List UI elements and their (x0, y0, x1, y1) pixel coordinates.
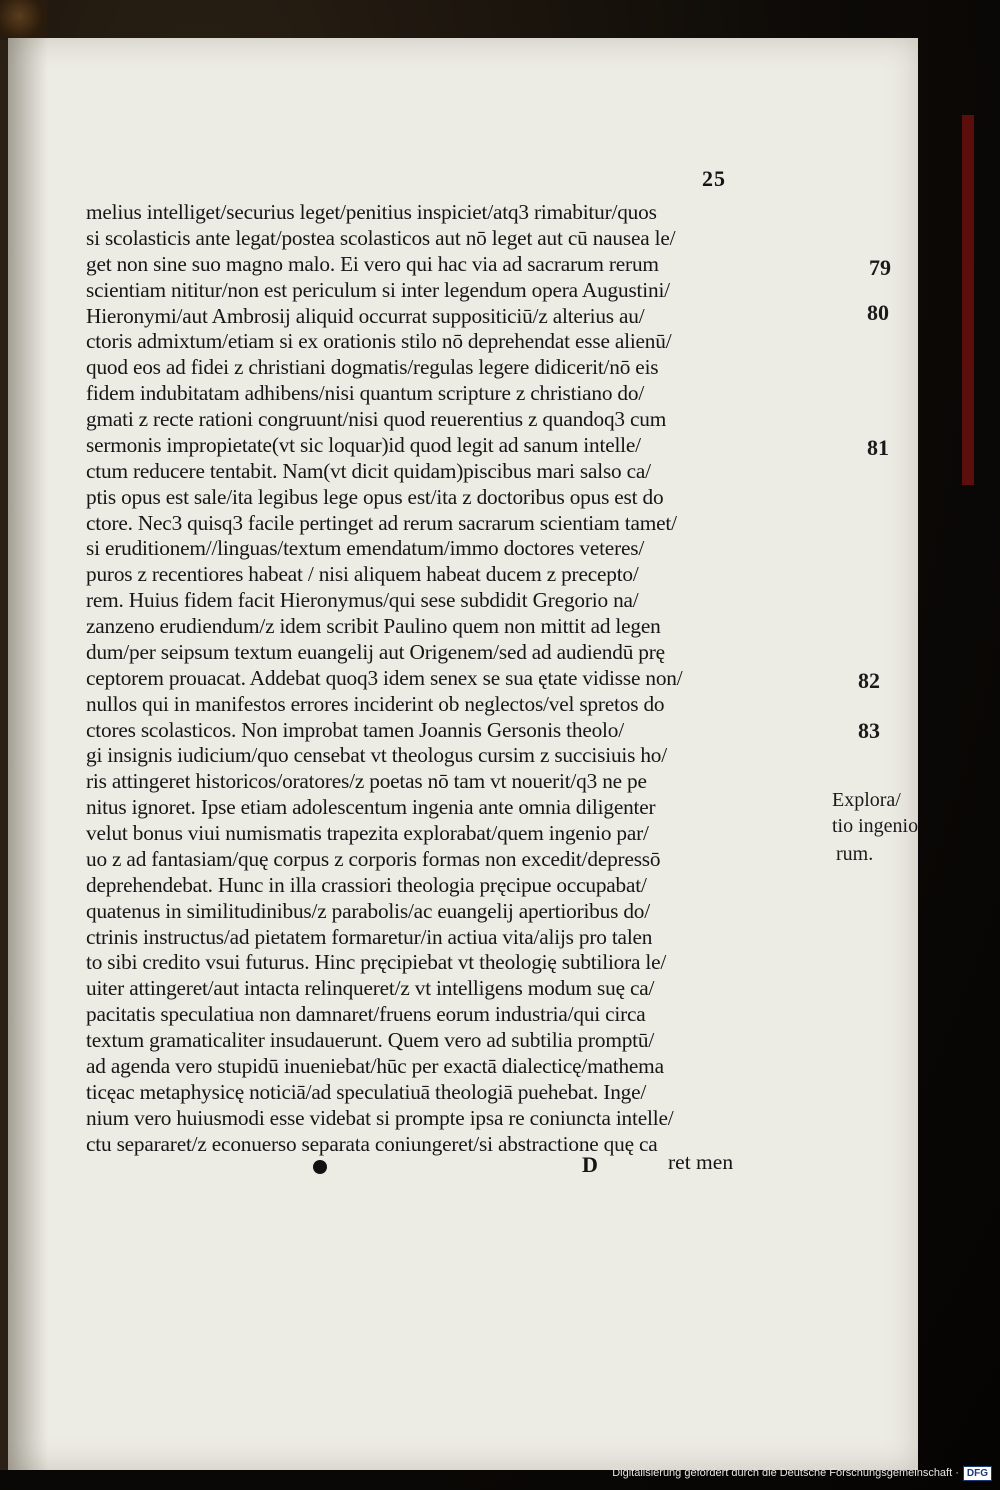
text-line: ctu separaret/z econuerso separata coniungeret/si abstractione quę ca (86, 1131, 658, 1156)
text-line: gmati z recte rationi congruunt/nisi quod reuerentius z quandoq3 cum (86, 407, 667, 431)
text-line: melius intelliget/securius leget/penitius inspiciet/atq3 rimabitur/quos (86, 200, 657, 224)
text-line: dum/per seipsum textum euangelij aut Origenem/sed ad audiendū prę (86, 639, 665, 664)
margin-note-line-3: rum. (836, 843, 874, 865)
text-line: ticęac metaphysicę noticiā/ad speculatiuā theologiā puehebat. Inge/ (86, 1079, 647, 1104)
margin-number-79: 79 (869, 255, 891, 280)
text-line: ctores scolasticos. Non improbat tamen Joannis Gersonis theolo/ (86, 717, 624, 742)
text-line: scientiam nititur/non est periculum si inter legendum opera Augustini/ (86, 277, 670, 302)
catchword: ret men (668, 1150, 734, 1174)
text-line: ptis opus est sale/ita legibus lege opus est/ita z doctoribus opus est do (86, 484, 664, 509)
text-line: quod eos ad fidei z christiani dogmatis/regulas legere didicerit/nō eis (86, 355, 659, 380)
spine-shadow (8, 38, 48, 1470)
text-lines (86, 200, 768, 1157)
margin-note-line-2: tio ingenio (832, 815, 919, 837)
text-line: ad agenda vero stupidū inueniebat/hūc per exactā dialecticę/mathema (86, 1053, 664, 1078)
text-line: ris attingeret historicos/oratores/z poetas nō tam vt nouerit/q3 ne pe (86, 769, 647, 794)
text-line: to sibi credito vsui futurus. Hinc pręcipiebat vt theologię subtiliora le/ (86, 950, 667, 975)
text-line: ctoris admixtum/etiam si ex orationis stilo nō deprehendat esse alienū/ (86, 329, 672, 354)
page-footer (8, 1148, 918, 1188)
text-line: ctum reducere tentabit. Nam(vt dicit quidam)piscibus mari salso ca/ (86, 458, 651, 483)
text-line: textum gramaticaliter insudauerunt. Quem vero ad subtilia promptū/ (86, 1028, 655, 1052)
text-line: uiter attingeret/aut intacta relinqueret/z vt intelligens modum suę ca/ (86, 976, 655, 1001)
binding-corner (0, 0, 48, 40)
text-line: fidem indubitatam adhibens/nisi quantum scripture z christiano do/ (86, 381, 645, 406)
main-text-block (86, 200, 919, 1157)
text-line: uo z ad fantasiam/quę corpus z corporis formas non excedit/depressō (86, 846, 661, 871)
margin-number-82: 82 (858, 668, 880, 693)
margin-number-80: 80 (867, 300, 889, 325)
dfg-logo: DFG (963, 1466, 992, 1481)
text-line: rem. Huius fidem facit Hieronymus/qui sese subdidit Gregorio na/ (86, 588, 639, 613)
margin-number-81: 81 (867, 435, 889, 460)
text-line: Hieronymi/aut Ambrosij aliquid occurrat suppositiciū/z alterius au/ (86, 303, 645, 328)
text-line: zanzeno erudiendum/z idem scribit Paulino quem non mittit ad legen (86, 614, 661, 638)
text-line: si scolasticis ante legat/postea scolasticos aut nō leget aut cū nausea le/ (86, 225, 676, 250)
text-line: deprehendebat. Hunc in illa crassiori theologia pręcipue occupabat/ (86, 872, 647, 897)
text-line: puros z recentiores habeat / nisi aliquem habeat ducem z precepto/ (86, 562, 639, 587)
text-line: pacitatis speculatiua non damnaret/fruens eorum industria/qui circa (86, 1002, 646, 1027)
text-line: gi insignis iudicium/quo censebat vt theologus cursim z succisiuis ho/ (86, 743, 667, 768)
text-line: velut bonus viui numismatis trapezita explorabat/quem ingenio par/ (86, 821, 649, 845)
bullet-mark (313, 1160, 327, 1174)
text-line: ctrinis instructus/ad pietatem formaretur/in actiua vita/alijs pro talen (86, 924, 653, 949)
digitization-credit (612, 1464, 992, 1482)
page-number: 25 (702, 166, 726, 191)
text-line: quatenus in similitudinibus/z parabolis/ac euangelij apertioribus do/ (86, 898, 650, 923)
text-line: sermonis impropietate(vt sic loquar)id quod legit ad sanum intelle/ (86, 432, 641, 457)
text-line: nullos qui in manifestos errores inciderint ob neglectos/vel spretos do (86, 691, 665, 716)
text-line: ceptorem prouacat. Addebat quoq3 idem senex se sua ętate vidisse non/ (86, 665, 683, 690)
text-line: ctore. Nec3 quisq3 facile pertinget ad rerum sacrarum scientiam tamet/ (86, 510, 677, 535)
text-line: nitus ignoret. Ipse etiam adolescentum ingenia ante omnia diligenter (86, 795, 656, 820)
book-page (8, 38, 918, 1470)
red-binding-strip (962, 115, 974, 485)
signature-mark: D (582, 1152, 598, 1177)
text-line: si eruditionem//linguas/textum emendatum/immo doctores veteres/ (86, 536, 645, 561)
credit-text: Digitalisierung gefördert durch die Deutsche Forschungsgemeinschaft · (612, 1467, 959, 1479)
text-line: get non sine suo magno malo. Ei vero qui hac via ad sacrarum rerum (86, 251, 659, 276)
text-line: nium vero huiusmodi esse videbat si prompte ipsa re coniuncta intelle/ (86, 1105, 674, 1130)
margin-note-line-1: Explora/ (832, 789, 901, 811)
margin-number-83: 83 (858, 718, 880, 743)
